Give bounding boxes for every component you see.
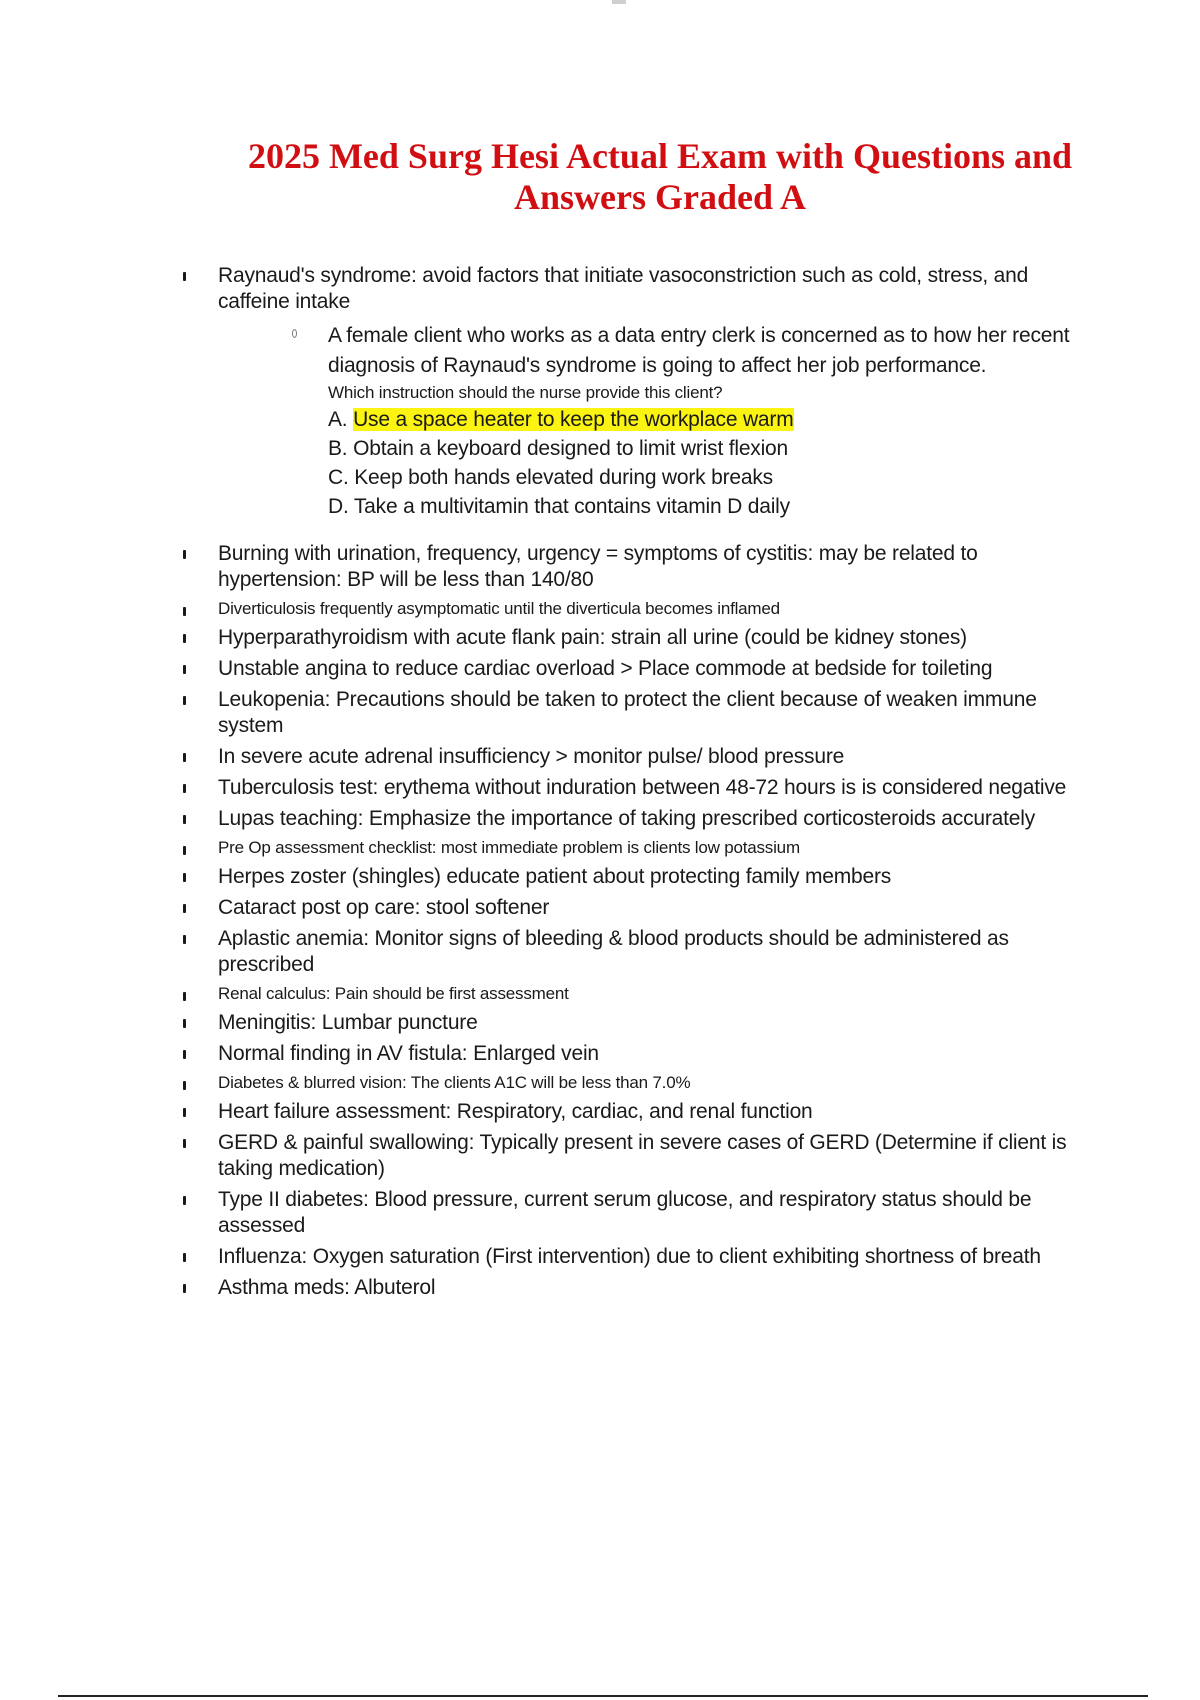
list-item	[180, 1010, 1080, 1036]
bullet-marker	[183, 1284, 186, 1293]
bullet-marker	[183, 634, 186, 643]
list-item	[180, 837, 1080, 859]
option-letter: C.	[328, 466, 349, 489]
list-item-text: Cataract post op care: stool softener	[218, 896, 550, 919]
bullet-marker	[183, 607, 186, 616]
list-item-text: Meningitis: Lumbar puncture	[218, 1011, 478, 1034]
list-item-text: Aplastic anemia: Monitor signs of bleeding & blood products should be administered as prescribed	[218, 927, 1009, 976]
answer-option-c	[328, 463, 1080, 492]
list-item-text: Normal finding in AV fistula: Enlarged vein	[218, 1042, 599, 1065]
bullet-marker	[183, 1050, 186, 1059]
list-item-text: Herpes zoster (shingles) educate patient about protecting family members	[218, 865, 892, 888]
list-item-text: Type II diabetes: Blood pressure, current serum glucose, and respiratory status should be assessed	[218, 1188, 1032, 1237]
list-item	[180, 687, 1080, 739]
practice-question	[218, 321, 1080, 521]
list-item-text: Hyperparathyroidism with acute flank pain: strain all urine (could be kidney stones)	[218, 626, 967, 649]
list-item-raynauds	[180, 263, 1080, 521]
list-item-text: Asthma meds: Albuterol	[218, 1276, 436, 1299]
option-text: Keep both hands elevated during work breaks	[354, 466, 773, 489]
list-item	[180, 895, 1080, 921]
bullet-marker	[183, 696, 186, 705]
topic-text: Raynaud's syndrome: avoid factors that initiate vasoconstriction such as cold, stress, and caffeine intake	[218, 264, 1029, 313]
option-letter: A.	[328, 408, 348, 431]
title-line-2: Answers Graded A	[513, 177, 806, 217]
list-item	[180, 625, 1080, 651]
list-item-text: Renal calculus: Pain should be first assessment	[218, 984, 569, 1003]
bullet-marker	[183, 873, 186, 882]
list-item	[180, 1187, 1080, 1239]
list-item	[180, 806, 1080, 832]
bullet-marker	[183, 935, 186, 944]
list-item	[180, 983, 1080, 1005]
answer-option-d	[328, 492, 1080, 521]
option-letter: D.	[328, 495, 349, 518]
list-item-text: Lupas teaching: Emphasize the importance of taking prescribed corticosteroids accurately	[218, 807, 1036, 830]
list-item-text: Diabetes & blurred vision: The clients A1C will be less than 7.0%	[218, 1073, 691, 1092]
list-item-text: Unstable angina to reduce cardiac overload > Place commode at bedside for toileting	[218, 657, 993, 680]
list-item	[180, 1099, 1080, 1125]
list-item-text: In severe acute adrenal insufficiency > monitor pulse/ blood pressure	[218, 745, 845, 768]
option-text-highlighted: Use a space heater to keep the workplace warm	[353, 408, 794, 431]
notes-content	[180, 263, 1080, 1306]
bullet-marker	[183, 753, 186, 762]
notes-list	[180, 263, 1080, 1301]
bullet-marker	[183, 1019, 186, 1028]
list-item	[180, 1041, 1080, 1067]
bullet-marker	[183, 665, 186, 674]
title-line-1: 2025 Med Surg Hesi Actual Exam with Questions and	[247, 136, 1073, 176]
list-item	[180, 775, 1080, 801]
question-stem: A female client who works as a data entry clerk is concerned as to how her recent diagnosis of Raynaud's syndrome is going to affect her job performance.	[328, 324, 1070, 377]
list-item-text: Leukopenia: Precautions should be taken to protect the client because of weaken immune system	[218, 688, 1037, 737]
list-item	[180, 926, 1080, 978]
bullet-marker	[183, 1108, 186, 1117]
list-item	[180, 598, 1080, 620]
bullet-marker	[183, 992, 186, 1001]
question-prompt: Which instruction should the nurse provide this client?	[328, 383, 723, 402]
bullet-marker	[183, 1081, 186, 1090]
list-item	[180, 541, 1080, 593]
list-item-text: Pre Op assessment checklist: most immediate problem is clients low potassium	[218, 838, 800, 857]
list-item	[180, 1072, 1080, 1094]
bullet-marker	[183, 1253, 186, 1262]
answer-options	[328, 405, 1080, 521]
page-top-mark	[612, 0, 626, 4]
bullet-marker	[183, 815, 186, 824]
bullet-marker	[183, 1139, 186, 1148]
bullet-marker	[183, 784, 186, 793]
document-title	[190, 136, 1130, 218]
option-text: Obtain a keyboard designed to limit wrist flexion	[353, 437, 789, 460]
list-item	[180, 864, 1080, 890]
answer-option-b	[328, 434, 1080, 463]
list-item-text: GERD & painful swallowing: Typically present in severe cases of GERD (Determine if client is taking medication)	[218, 1131, 1067, 1180]
bullet-marker	[183, 904, 186, 913]
list-item-text: Burning with urination, frequency, urgency = symptoms of cystitis: may be related to hypertension: BP will be less than 140/80	[218, 542, 978, 591]
bullet-marker	[183, 272, 186, 281]
footer-rule	[58, 1695, 1148, 1697]
list-item-text: Influenza: Oxygen saturation (First intervention) due to client exhibiting shortness of breath	[218, 1245, 1041, 1268]
bullet-marker	[183, 846, 186, 855]
list-item	[180, 656, 1080, 682]
option-letter: B.	[328, 437, 348, 460]
list-item	[180, 1244, 1080, 1270]
answer-option-a	[328, 405, 1080, 434]
sub-bullet-marker	[292, 329, 297, 338]
list-item	[180, 1275, 1080, 1301]
list-item-text: Diverticulosis frequently asymptomatic until the diverticula becomes inflamed	[218, 599, 780, 618]
list-item-text: Tuberculosis test: erythema without induration between 48-72 hours is is considered negative	[218, 776, 1067, 799]
list-item	[180, 1130, 1080, 1182]
list-item	[180, 744, 1080, 770]
option-text: Take a multivitamin that contains vitamin D daily	[353, 495, 790, 518]
bullet-marker	[183, 1196, 186, 1205]
list-item-text: Heart failure assessment: Respiratory, cardiac, and renal function	[218, 1100, 813, 1123]
bullet-marker	[183, 550, 186, 559]
